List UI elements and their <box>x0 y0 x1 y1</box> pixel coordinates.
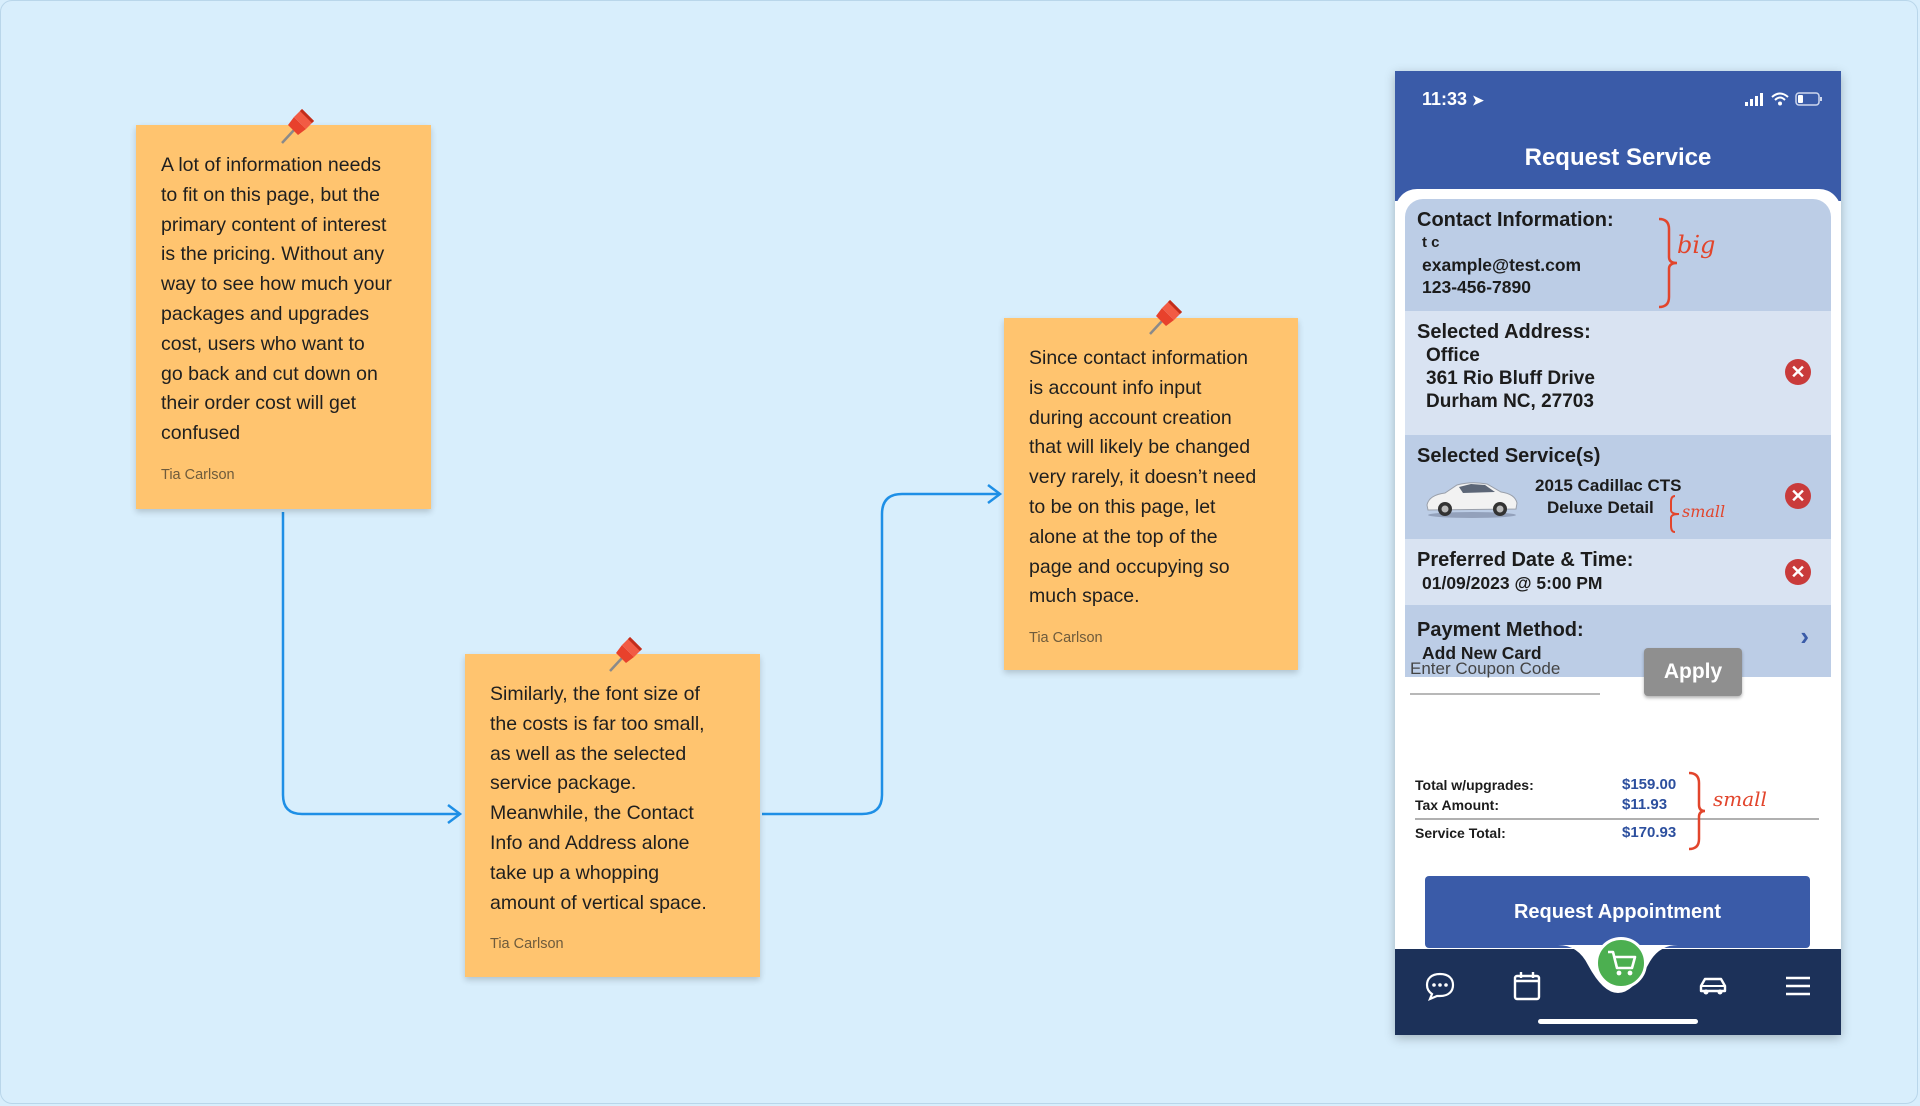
tax-amount-value: $11.93 <box>1622 796 1668 813</box>
note-author: Tia Carlson <box>1029 630 1103 647</box>
note-text: A lot of information needs to fit on this page, but the primary content of interest is the pricing. Without any way to see how much your packages and upgrades cost, users who want to go back and cut down on their order cost will get confused <box>161 154 392 445</box>
chevron-right-icon[interactable]: › <box>1800 621 1809 651</box>
remove-datetime-button[interactable]: ✕ <box>1785 559 1811 585</box>
car-image <box>1423 475 1521 519</box>
service-package: Deluxe Detail <box>1547 498 1654 517</box>
battery-icon <box>1795 92 1823 106</box>
phone-mockup <box>1395 71 1841 1035</box>
wifi-icon <box>1771 92 1789 106</box>
cart-icon[interactable] <box>1595 937 1647 989</box>
note-author: Tia Carlson <box>490 936 564 953</box>
service-total-label: Service Total: <box>1415 825 1506 841</box>
coupon-code-input[interactable] <box>1410 649 1600 695</box>
small-totals-brace-annotation <box>1685 771 1707 851</box>
sticky-note-2[interactable] <box>465 654 760 977</box>
address-heading: Selected Address: <box>1417 321 1591 343</box>
arrow-note1-to-note2 <box>283 512 460 814</box>
page-title: Request Service <box>1524 144 1712 171</box>
note-text: Since contact information is account info input during account creation that will likely be changed very rarely, it doesn’t need to be on this page, let alone at the top of the page and occupying so much space. <box>1029 347 1257 608</box>
payment-value: Add New Card <box>1422 643 1542 663</box>
total-upgrades-label: Total w/upgrades: <box>1415 777 1534 793</box>
service-vehicle: 2015 Cadillac CTS <box>1535 476 1682 495</box>
small-brace-annotation <box>1667 494 1683 534</box>
services-section[interactable] <box>1405 435 1831 539</box>
note-author: Tia Carlson <box>161 466 235 483</box>
datetime-value: 01/09/2023 @ 5:00 PM <box>1422 573 1603 593</box>
totals-divider <box>1415 818 1819 820</box>
calendar-icon[interactable] <box>1510 969 1544 1003</box>
datetime-heading: Preferred Date & Time: <box>1417 549 1634 571</box>
car-icon[interactable] <box>1696 969 1730 1003</box>
address-street: 361 Rio Bluff Drive <box>1426 368 1595 389</box>
tax-amount-label: Tax Amount: <box>1415 797 1499 813</box>
remove-service-button[interactable]: ✕ <box>1785 483 1811 509</box>
address-city: Durham NC, 27703 <box>1426 391 1594 412</box>
sticky-note-1[interactable] <box>136 125 431 509</box>
signal-icon <box>1745 92 1765 106</box>
status-time <box>1422 89 1484 110</box>
note-text: Similarly, the font size of the costs is far too small, as well as the selected service package. Meanwhile, the Contact Info and Address alone take up a whopping amount of vertical space. <box>490 683 707 914</box>
payment-heading: Payment Method: <box>1417 619 1584 641</box>
address-label: Office <box>1426 345 1480 366</box>
services-heading: Selected Service(s) <box>1417 445 1601 467</box>
address-section[interactable] <box>1405 311 1831 435</box>
big-annotation: big <box>1677 231 1716 259</box>
phone-header <box>1395 71 1841 201</box>
pushpin-icon <box>1140 294 1188 342</box>
arrow-note2-to-note3 <box>762 494 1000 814</box>
contact-name: t c <box>1422 234 1440 251</box>
apply-coupon-button[interactable]: Apply <box>1644 648 1742 696</box>
pushpin-icon <box>272 103 320 151</box>
small-service-annotation: small <box>1682 502 1726 521</box>
total-upgrades-value: $159.00 <box>1622 776 1677 793</box>
sticky-note-3[interactable] <box>1004 318 1298 670</box>
home-indicator <box>1538 1019 1698 1024</box>
request-appointment-button[interactable]: Request Appointment <box>1425 876 1810 948</box>
contact-heading: Contact Information: <box>1417 209 1614 231</box>
small-totals-annotation: small <box>1713 787 1767 811</box>
menu-icon[interactable] <box>1781 969 1815 1003</box>
service-total-value: $170.93 <box>1622 824 1677 841</box>
contact-phone: 123-456-7890 <box>1422 277 1531 297</box>
contact-info-section[interactable] <box>1405 199 1831 311</box>
contact-email: example@test.com <box>1422 255 1582 275</box>
remove-address-button[interactable]: ✕ <box>1785 359 1811 385</box>
datetime-section[interactable] <box>1405 539 1831 605</box>
location-arrow-icon: ➤ <box>1472 92 1484 108</box>
status-icons <box>1745 89 1823 109</box>
status-time-text: 11:33 <box>1422 89 1468 109</box>
chat-icon[interactable] <box>1423 969 1457 1003</box>
pushpin-icon <box>600 631 648 679</box>
